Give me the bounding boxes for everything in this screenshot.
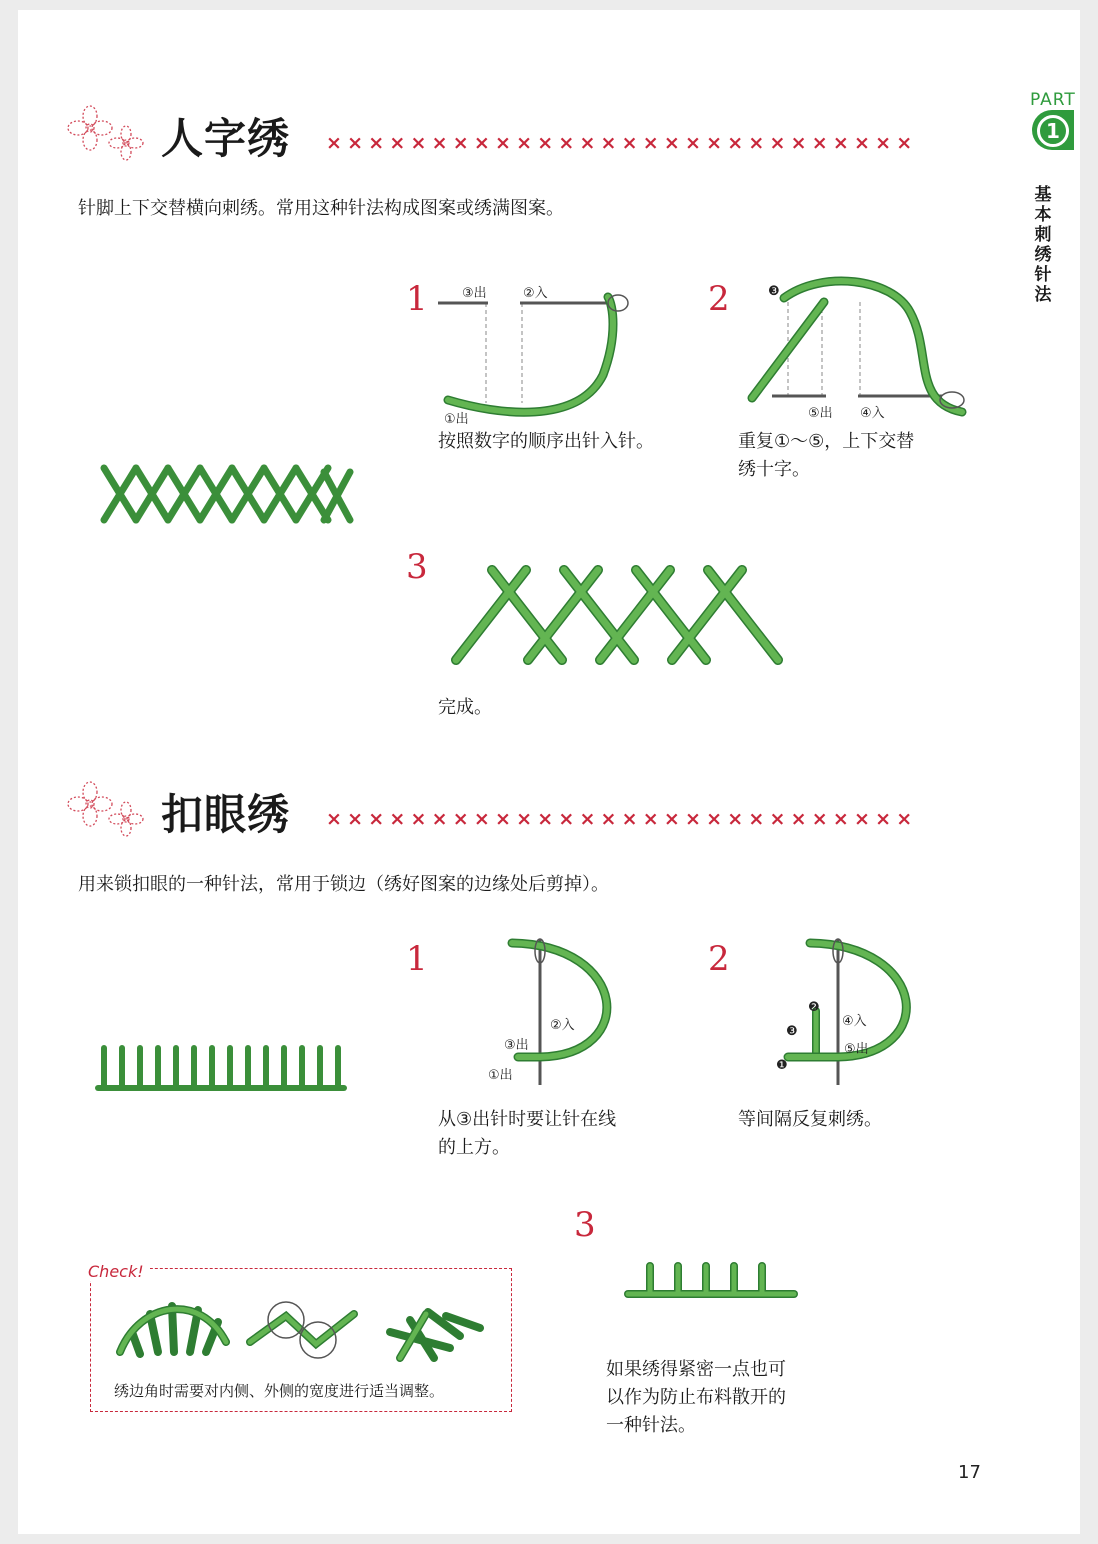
point-label: ⑤出	[808, 406, 833, 421]
section-description: 针脚上下交替横向刺绣。常用这种针法构成图案或绣满图案。	[78, 198, 564, 219]
step-caption: 完成。	[438, 697, 492, 718]
point-label: ❸	[786, 1024, 798, 1039]
point-label: ①出	[444, 412, 469, 427]
section-description: 用来锁扣眼的一种针法，常用于锁边（绣好图案的边缘处后剪掉）。	[78, 874, 609, 895]
step-caption-line: 绣十字。	[738, 459, 810, 480]
point-label: ①出	[488, 1068, 513, 1083]
step3-finished-buttonhole	[622, 1258, 802, 1304]
point-label: ③出	[462, 286, 487, 301]
step1-buttonhole-diagram	[498, 935, 628, 1085]
step-caption-line: 以作为防止布料散开的	[606, 1387, 786, 1408]
step-number: 2	[708, 939, 730, 979]
step-caption: 按照数字的顺序出针入针。	[438, 431, 654, 452]
step3-finished-herringbone	[448, 562, 788, 670]
step-number: 3	[574, 1205, 596, 1245]
cross-stitch-border: ××××××××××××××××××××××××××××	[326, 132, 918, 154]
flower-ornament-icon	[68, 102, 148, 164]
page-number: 17	[958, 1462, 981, 1483]
buttonhole-sample-image	[94, 1040, 348, 1096]
point-label: ③出	[504, 1038, 529, 1053]
flower-ornament-icon	[68, 778, 148, 840]
point-label: ②入	[550, 1018, 575, 1033]
step-number: 2	[708, 279, 730, 319]
step-caption-line: 重复①～⑤，上下交替	[738, 431, 915, 452]
page	[18, 10, 1080, 1534]
corner-stitch-examples-image	[110, 1292, 490, 1368]
section-title-herringbone: 人字绣	[161, 114, 291, 163]
step-caption-line: 一种针法。	[606, 1415, 696, 1436]
point-label: ②入	[523, 286, 548, 301]
step-caption: 等间隔反复刺绣。	[738, 1109, 882, 1130]
point-label: ⑤出	[844, 1042, 869, 1057]
part-label: PART	[1030, 90, 1076, 110]
step-caption-line: 从③出针时要让针在线	[438, 1109, 617, 1130]
check-tip-text: 绣边角时需要对内侧、外侧的宽度进行适当调整。	[114, 1382, 445, 1400]
step-caption-line: 如果绣得紧密一点也可	[606, 1359, 786, 1380]
part-badge	[1032, 110, 1074, 150]
part-number: 1	[1037, 115, 1069, 147]
step-number: 1	[406, 279, 428, 319]
section-title-buttonhole: 扣眼绣	[161, 790, 291, 839]
cross-stitch-border: ××××××××××××××××××××××××××××	[326, 808, 918, 830]
point-label: ④入	[842, 1014, 867, 1029]
step-number: 1	[406, 939, 428, 979]
step-caption-line: 的上方。	[438, 1137, 510, 1158]
point-label: ❶	[776, 1058, 788, 1073]
point-label: ④入	[860, 406, 885, 421]
step-number: 3	[406, 547, 428, 587]
point-label: ❸	[768, 284, 780, 299]
point-label: ❷	[808, 1000, 820, 1015]
chapter-title-vertical: 基本刺绣针法	[1034, 185, 1052, 305]
herringbone-sample-image	[98, 462, 358, 526]
check-label: Check!	[82, 1262, 150, 1281]
